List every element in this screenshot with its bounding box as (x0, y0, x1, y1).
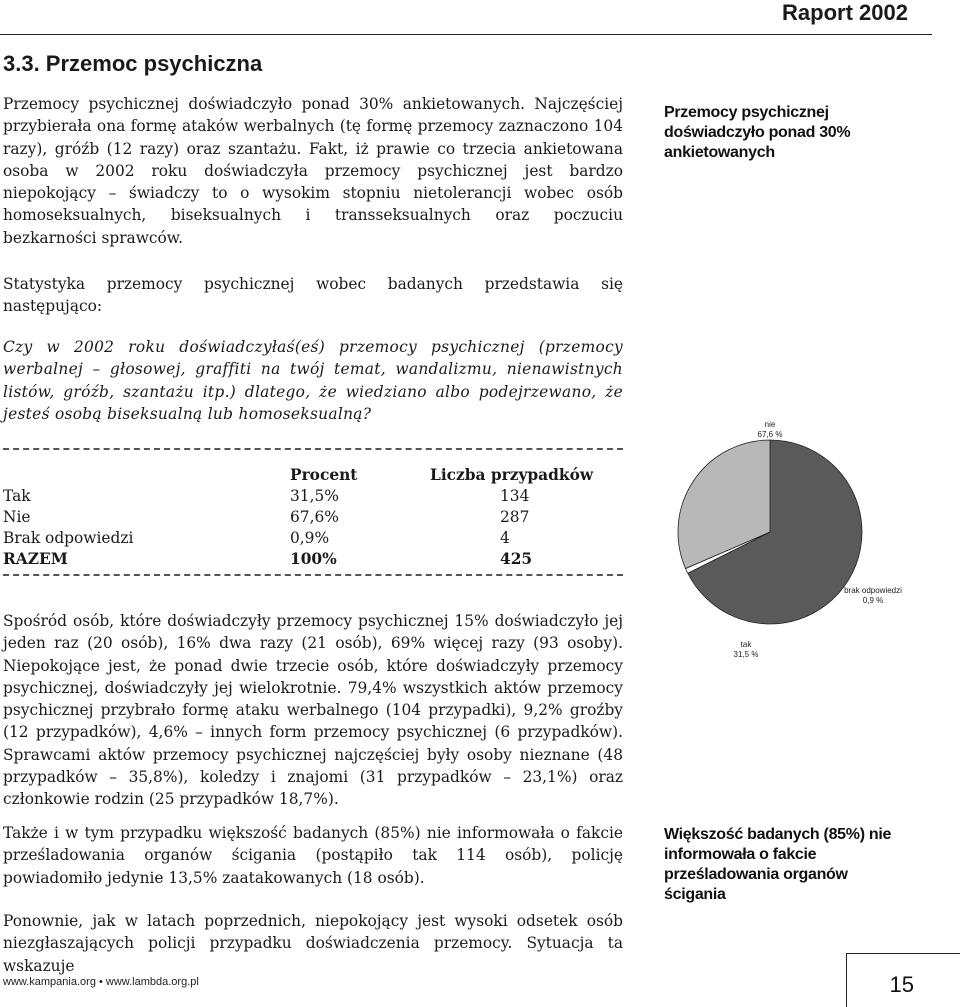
pie-chart (660, 420, 960, 680)
pie-label-brak-value: 0,9 % (862, 596, 884, 605)
table-row (3, 527, 613, 548)
row-count: 4 (500, 528, 510, 547)
row-percent: 67,6% (290, 507, 339, 526)
pie-label-brak (838, 586, 908, 606)
pie-chart-svg (660, 420, 960, 680)
section-heading: 3.3. Przemoc psychiczna (3, 51, 263, 76)
row-label: Brak odpowiedzi (3, 528, 134, 547)
page-number: 15 (889, 972, 914, 997)
paragraph-police: Także i w tym przypadku większość badanych (85%) nie informowała o fakcie prześladowania organów ścigania (postąpiło tak 114 osób), policję powiadomiło jedynie 13,5% zaatakowanych (18 osób). (3, 824, 623, 887)
report-title: Raport 2002 (782, 0, 908, 25)
pie-label-nie-name: nie (764, 420, 776, 429)
row-count: 287 (500, 507, 530, 526)
table-row (3, 506, 613, 527)
table-header-count: Liczba przypadków (430, 465, 594, 484)
row-label: RAZEM (3, 549, 68, 568)
footer-urls: www.kampania.org • www.lambda.org.pl (3, 976, 199, 988)
statistics-table (3, 464, 613, 569)
pie-label-tak (726, 640, 766, 660)
pie-label-tak-name: tak (740, 640, 752, 649)
row-percent: 31,5% (290, 486, 339, 505)
row-percent: 0,9% (290, 528, 330, 547)
table-header-percent: Procent (290, 465, 358, 484)
row-count: 425 (500, 549, 533, 568)
sidenote-not-reported: Większość badanych (85%) nie informowała o fakcie prześladowania organów ścigania (664, 826, 892, 903)
table-total-row (3, 548, 613, 569)
pie-label-tak-value: 31,5 % (733, 650, 759, 659)
row-percent: 100% (290, 549, 337, 568)
row-label: Tak (3, 486, 31, 505)
paragraph-intro: Przemocy psychicznej doświadczyło ponad 30% ankietowanych. Najczęściej przybierała ona formę ataków werbalnych (tę formę przemocy zaznaczono 104 razy), gróźb (12 razy) oraz szantażu. Fakt, iż prawie co trzecia ankietowana osoba w 2002 roku doświadczyła przemocy psychicznej jest bardzo niepokojący – świadczy to o wysokim stopniu nietolerancji wobec osób homoseksualnych, biseksualnych i transseksualnych oraz poczuciu bezkarności sprawców. (3, 95, 623, 247)
pie-label-nie (750, 420, 790, 440)
pie-label-nie-value: 67,6 % (757, 430, 783, 439)
sidenote-psychological-violence: Przemocy psychicznej doświadczyło ponad 30% ankietowanych (664, 104, 851, 161)
table-top-rule (3, 448, 623, 450)
row-count: 134 (500, 486, 530, 505)
table-header-cell (3, 464, 290, 485)
table-bottom-rule (3, 574, 623, 576)
paragraph-closing: Ponownie, jak w latach poprzednich, niepokojący jest wysoki odsetek osób niezgłaszających policji przypadku doświadczenia przemocy. Sytuacja ta wskazuje (3, 912, 623, 975)
header-divider (0, 34, 932, 35)
paragraph-details: Spośród osób, które doświadczyły przemocy psychicznej 15% doświadczyło jej jeden raz (20 osób), 16% dwa razy (21 osób), 69% więcej razy (93 osoby). Niepokojące jest, że ponad dwie trzecie osób, które doświadczyły przemocy psychicznej, doświadczyły jej wielokrotnie. 79,4% wszystkich aktów przemocy psychicznej przybrało formę ataku werbalnego (104 przypadki), 9,2% groźby (12 przypadków), 4,6% – innych form przemocy psychicznej (6 przypadków). Sprawcami aktów przemocy psychicznej najczęściej były osoby nieznane (48 przypadków – 35,8%), koledzy i znajomi (31 przypadków – 23,1%) oraz członkowie rodzin (25 przypadków 18,7%). (3, 612, 623, 809)
pie-label-brak-name: brak odpowiedzi (844, 586, 902, 595)
table-header-row (3, 464, 613, 485)
table-row (3, 485, 613, 506)
row-label: Nie (3, 507, 31, 526)
survey-question: Czy w 2002 roku doświadczyłaś(eś) przemocy psychicznej (przemocy werbalnej – głosowej, graffiti na twój temat, wandalizmu, nienawistnych listów, gróźb, szantażu itp.) dlatego, że wiedziano albo podejrzewano, że jesteś osobą biseksualną lub homoseksualną? (3, 338, 623, 423)
paragraph-statistics-intro: Statystyka przemocy psychicznej wobec badanych przedstawia się następująco: (3, 275, 623, 316)
